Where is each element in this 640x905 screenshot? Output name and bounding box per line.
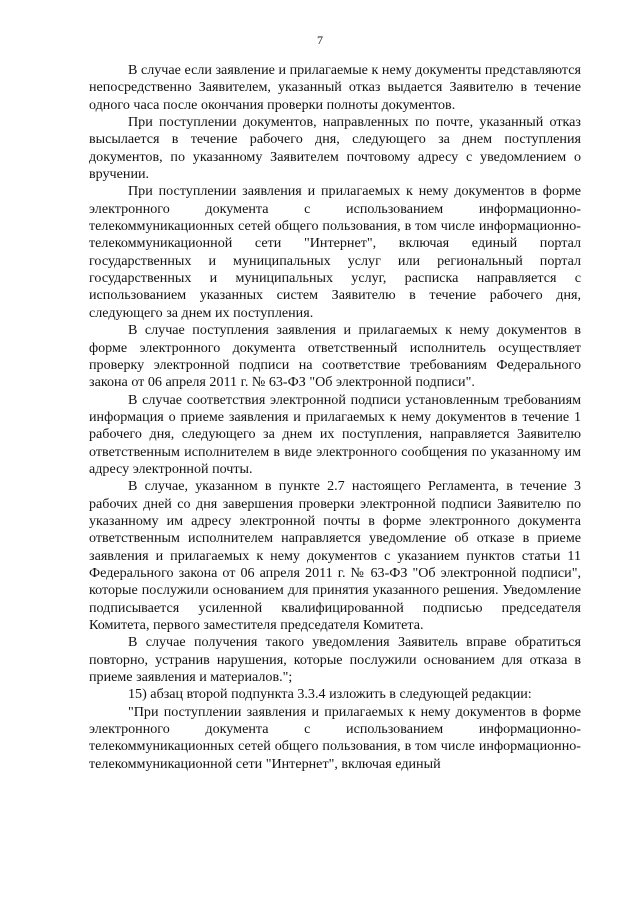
paragraph-resubmission: В случае получения такого уведомления Заявитель вправе обратиться повторно, устранив нарушения, которые послужили основанием для отказа в приеме заявления и материалов."; xyxy=(89,634,581,686)
paragraph-refusal-by-mail: При поступлении документов, направленных по почте, указанный отказ высылается в течение рабочего дня, следующего за днем поступления документов, по указанному Заявителем почтовому адресу с уведомлением о вручении. xyxy=(89,114,581,183)
paragraph-electronic-receipt: При поступлении заявления и прилагаемых к нему документов в форме электронного документа с использованием информационно-телекоммуникационных сетей общего пользования, в том числе информационно-телекоммуникационной сети "Интернет", включая единый портал государственных и муниципальных услуг или региональный портал государственных и муниципальных услуг, расписка направляется с использованием указанных систем Заявителю в течение рабочего дня, следующего за днем их поступления. xyxy=(89,183,581,321)
page-number: 7 xyxy=(317,33,323,47)
paragraph-signature-check: В случае поступления заявления и прилагаемых к нему документов в форме электронного документа ответственный исполнитель осуществляет проверку электронной подписи на соответствие требованиям Федерального закона от 06 апреля 2011 г. № 63-ФЗ "Об электронной подписи". xyxy=(89,322,581,391)
paragraph-refusal-in-person: В случае если заявление и прилагаемые к нему документы представляются непосредственно Заявителем, указанный отказ выдается Заявителю в течение одного часа после окончания проверки полноты документов. xyxy=(89,62,581,113)
paragraph-signature-valid: В случае соответствия электронной подписи установленным требованиям информация о приеме заявления и прилагаемых к нему документов в течение 1 рабочего дня, следующего за днем их поступления, направляется Заявителю ответственным исполнителем в виде электронного сообщения по указанному им адресу электронной почты. xyxy=(89,391,581,477)
paragraph-new-wording: "При поступлении заявления и прилагаемых к нему документов в форме электронного документа с использованием информационно-телекоммуникационных сетей общего пользования, в том числе информационно-телекоммуникационной сети "Интернет", включая единый xyxy=(89,703,581,772)
document-body xyxy=(89,62,581,773)
paragraph-signature-invalid: В случае, указанном в пункте 2.7 настоящего Регламента, в течение 3 рабочих дней со дня завершения проверки электронной подписи Заявителю по указанному им адресу электронной почты в форме электронного документа ответственным исполнителем направляется уведомление об отказе в приеме заявления и прилагаемых к нему документов с указанием пунктов статьи 11 Федерального закона от 06 апреля 2011 г. № 63-ФЗ "Об электронной подписи", которые послужили основанием для принятия указанного решения. Уведомление подписывается усиленной квалифицированной подписью председателя Комитета, первого заместителя председателя Комитета. xyxy=(89,478,581,633)
paragraph-amendment-15: 15) абзац второй подпункта 3.3.4 изложить в следующей редакции: xyxy=(128,686,532,703)
